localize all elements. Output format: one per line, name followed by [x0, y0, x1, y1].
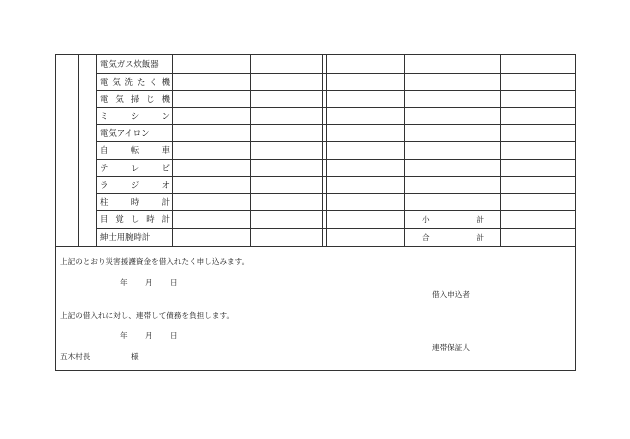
item-label: ラ ジ オ [100, 179, 170, 190]
addressee-honorific: 様 [131, 352, 139, 361]
table-divider [326, 54, 327, 246]
table-divider [404, 54, 405, 246]
item-label: 目 覚 し 時 計 [100, 213, 170, 224]
item-label: 電気アイロン [100, 127, 150, 138]
guarantee-statement: 上記の借入れに対し、連帯して債務を負担します。 [60, 311, 235, 320]
guarantee-date-month: 月 [145, 331, 153, 340]
table-divider [172, 54, 173, 246]
addressee-name: 五木村長 [60, 352, 91, 361]
total-label: 合 計 [422, 233, 484, 242]
table-divider [322, 54, 323, 246]
table-divider [250, 54, 251, 246]
application-date-year: 年 [120, 278, 128, 287]
application-date-month: 月 [145, 278, 153, 287]
item-label: 電 気 洗 た く 機 [100, 76, 170, 87]
subtotal-label: 小 計 [422, 215, 484, 224]
table-divider [78, 54, 79, 246]
table-bottom-line [55, 246, 576, 247]
item-label: 紳士用腕時計 [100, 231, 151, 242]
guarantor-label: 連帯保証人 [432, 343, 470, 352]
table-divider [96, 54, 97, 246]
guarantee-date-year: 年 [120, 331, 128, 340]
item-label: 電気ガス炊飯器 [100, 58, 159, 69]
item-label: 自 転 車 [100, 144, 170, 155]
item-label: 電 気 掃 じ 機 [100, 93, 170, 104]
applicant-label: 借入申込者 [432, 290, 470, 299]
application-statement: 上記のとおり災害援護資金を借入れたく申し込みます。 [60, 257, 250, 266]
item-label: テ レ ビ [100, 162, 170, 173]
table-divider [500, 54, 501, 246]
item-label: 柱 時 計 [100, 196, 170, 207]
item-label: ミ シ ン [100, 110, 170, 121]
application-date-day: 日 [170, 278, 178, 287]
guarantee-date-day: 日 [170, 331, 178, 340]
